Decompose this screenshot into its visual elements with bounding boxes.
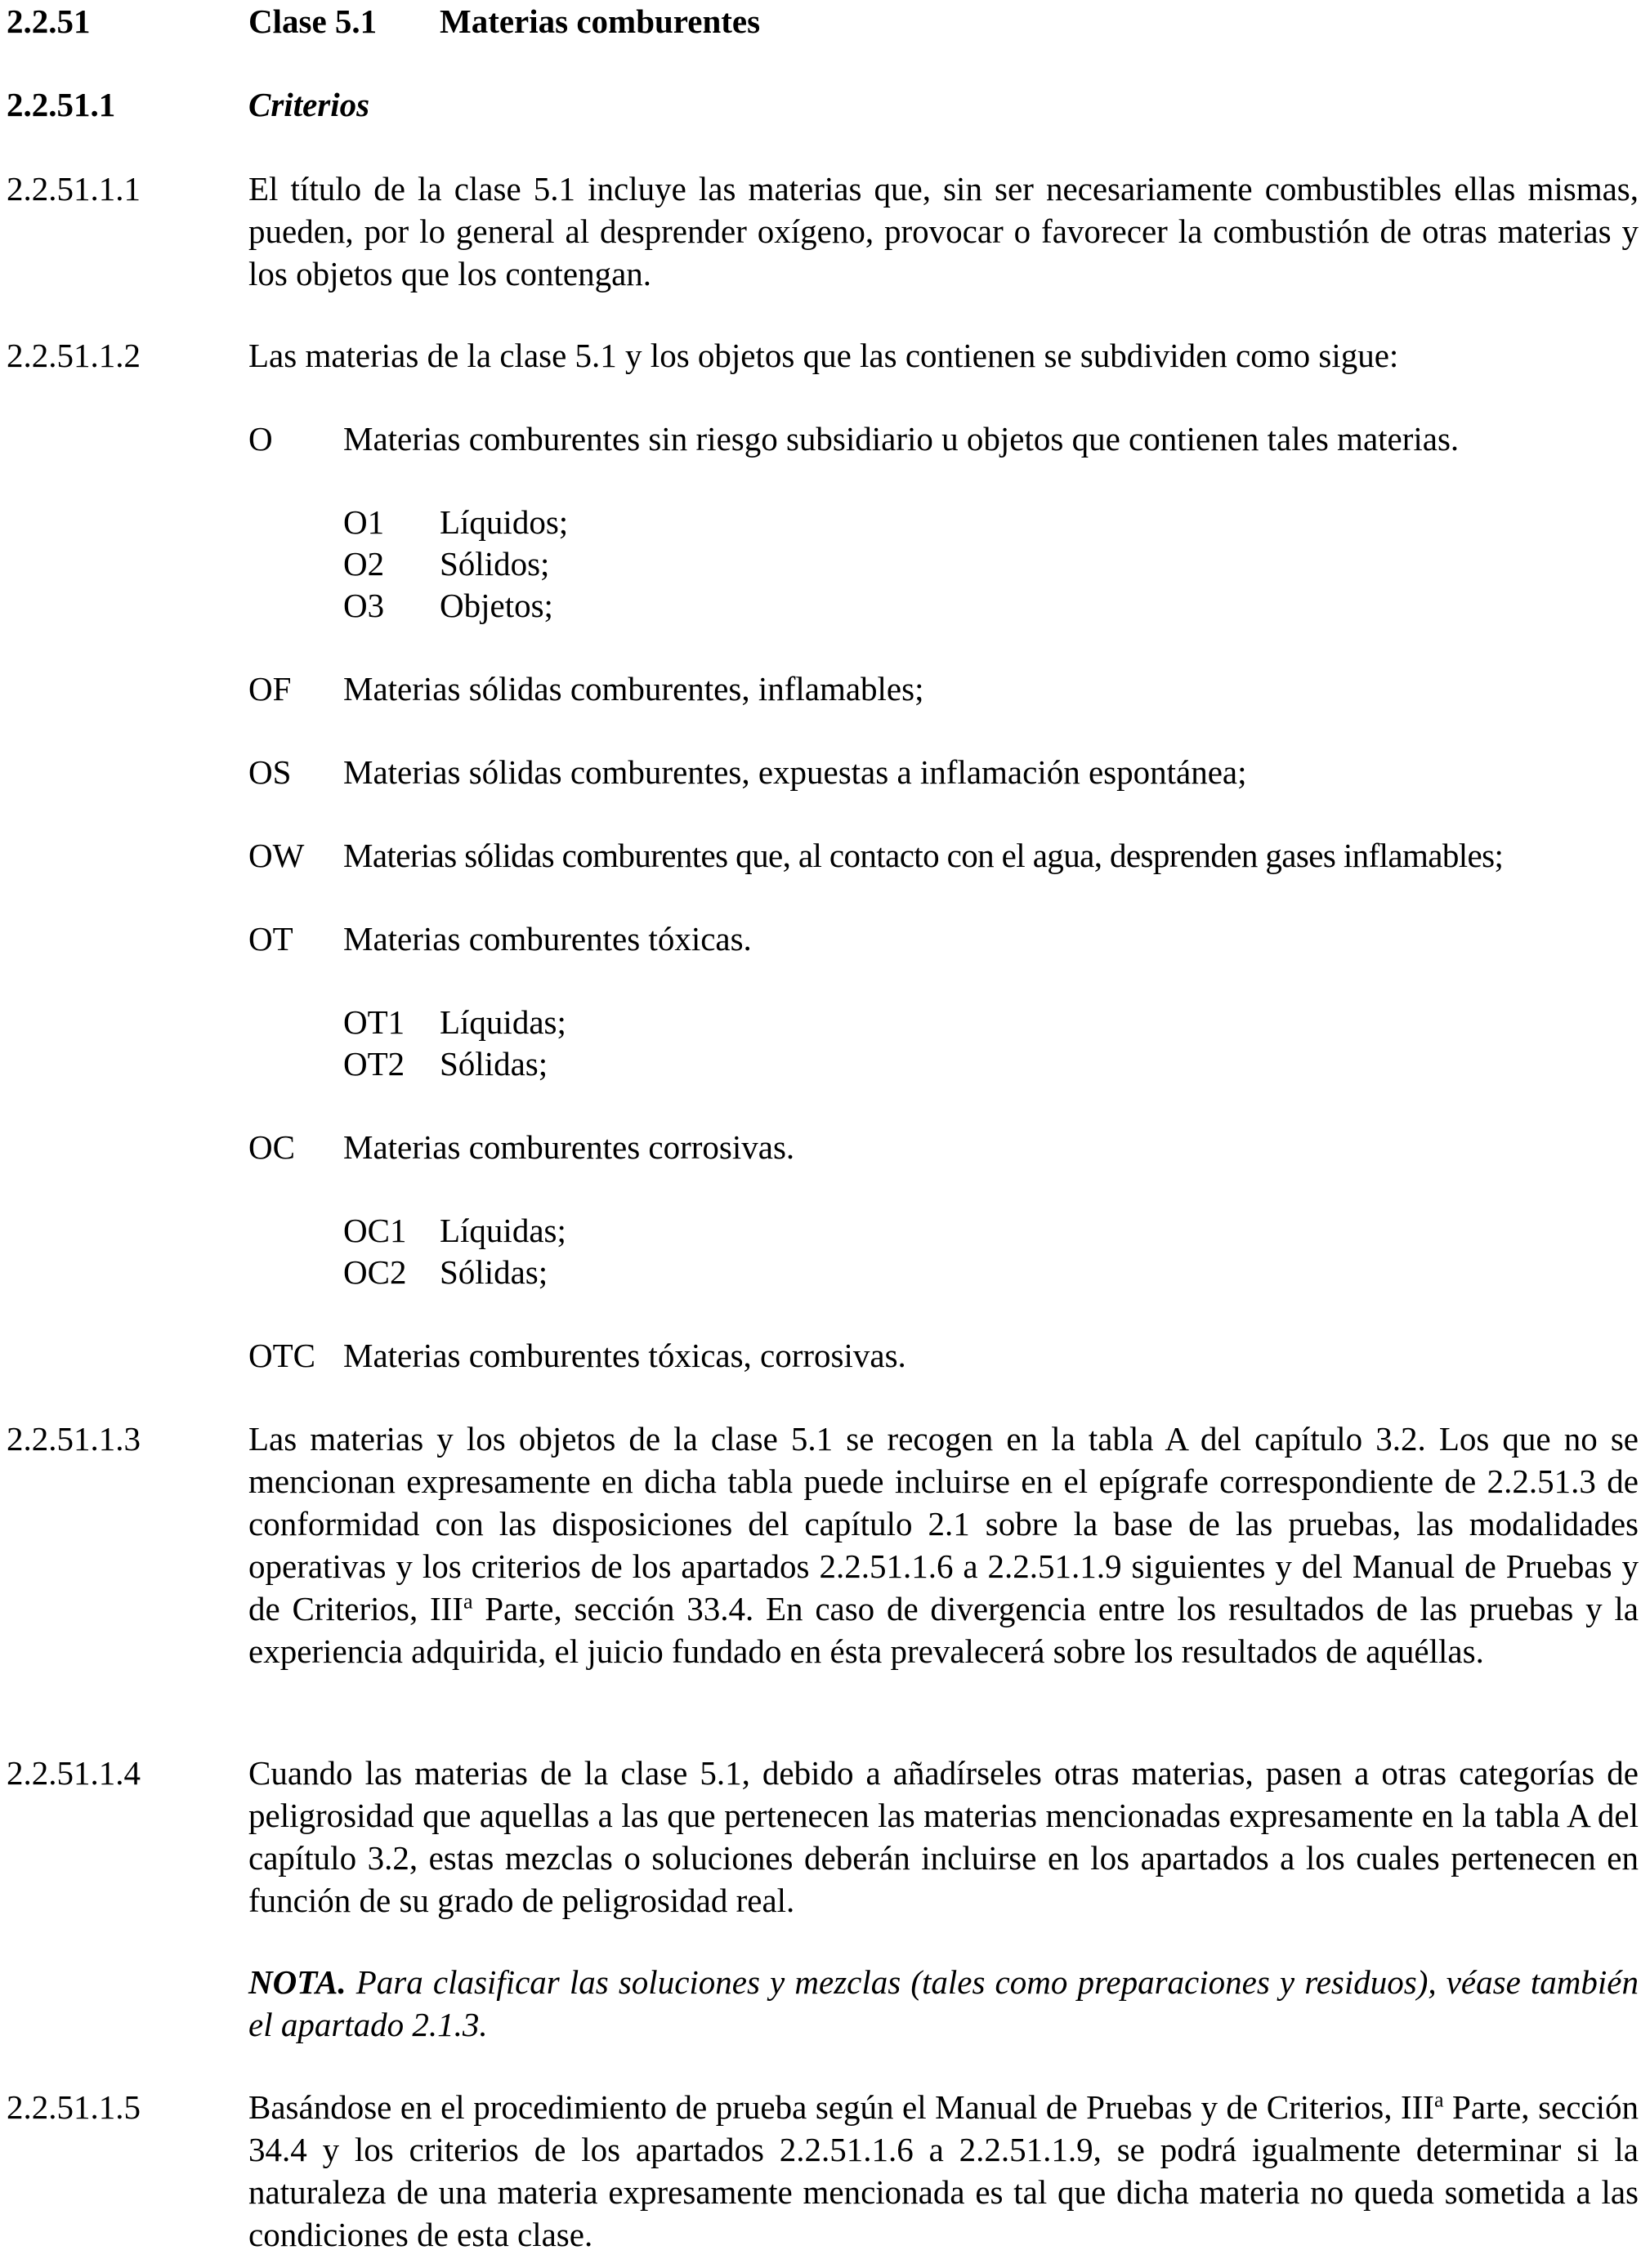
section-number: 2.2.51 — [7, 2, 91, 40]
paragraph-text: Cuando las materias de la clase 5.1, debido a añadírseles otras materias, pasen a otras categorías de peligrosidad que aquellas a las que pertenecen las materias mencionadas expresamente en la tabla A del capítulo 3.2, estas mezclas o soluciones deberán incluirse en los apartados a los cuales pertenecen en función de su grado de peligrosidad real. — [248, 1754, 1639, 1919]
paragraph-text-end: Parte, sección 33.4. En caso de divergencia entre los resultados de las pruebas y la experiencia adquirida, el juicio fundado en ésta prevalecerá sobre los resultados de aquéllas. — [248, 1590, 1639, 1670]
paragraph-text — [248, 1418, 1639, 1672]
sub-code: O2 — [343, 545, 385, 583]
section-title: Materias comburentes — [440, 2, 761, 40]
superscript-a: a — [1433, 2087, 1444, 2112]
class-code: OT — [248, 920, 293, 958]
class-code: OC — [248, 1128, 295, 1166]
paragraph-text-start: Basándose en el procedimiento de prueba según el Manual de Pruebas y de Criterios, III — [248, 2088, 1434, 2126]
sub-description: Sólidos; — [440, 545, 550, 583]
class-description: Materias sólidas comburentes que, al contacto con el agua, desprenden gases inflamables; — [343, 837, 1504, 874]
class-code: OS — [248, 753, 292, 791]
class-code: OW — [248, 837, 305, 874]
note-text — [248, 1961, 1639, 2046]
superscript-a: a — [463, 1589, 473, 1614]
class-description: Materias comburentes sin riesgo subsidiario u objetos que contienen tales materias. — [343, 420, 1460, 458]
sub-code: O1 — [343, 503, 385, 541]
paragraph-text-start: Las materias y los objetos de la clase 5.1 se recogen en la tabla A del capítulo 3.2. Los que no se mencionan expresamente en dicha tabla puede incluirse en el epígrafe correspondiente de 2.2.51.3 de conformidad con las disposiciones del capítulo 2.1 sobre la base de las pruebas, las modalidades operativas y los criterios de los apartados 2.2.51.1.6 a 2.2.51.1.9 siguientes y del Manual de Pruebas y de Criterios, III — [248, 1420, 1639, 1627]
note-label: NOTA. — [248, 1963, 347, 2001]
sub-code: OT2 — [343, 1045, 405, 1083]
sub-code: OC1 — [343, 1212, 407, 1249]
class-code: OTC — [248, 1337, 315, 1374]
sub-description: Objetos; — [440, 587, 553, 624]
subsection-title: Criterios — [248, 86, 370, 123]
note-body: Para clasificar las soluciones y mezclas (tales como preparaciones y residuos), véase también el apartado 2.1.3. — [248, 1963, 1639, 2043]
paragraph-text: El título de la clase 5.1 incluye las materias que, sin ser necesariamente combustibles ellas mismas, pueden, por lo general al desprender oxígeno, provocar o favorecer la combustión de otras materias y los objetos que los contengan. — [248, 170, 1639, 292]
sub-description: Sólidas; — [440, 1253, 548, 1291]
class-code: OF — [248, 670, 292, 708]
class-description: Materias comburentes corrosivas. — [343, 1128, 795, 1166]
paragraph-text: Las materias de la clase 5.1 y los objetos que las contienen se subdividen como sigue: — [248, 337, 1399, 374]
subsection-number: 2.2.51.1 — [7, 86, 116, 123]
sub-code: OT1 — [343, 1003, 405, 1041]
class-description: Materias comburentes tóxicas. — [343, 920, 752, 958]
paragraph-number: 2.2.51.1.2 — [7, 337, 141, 374]
class-description: Materias sólidas comburentes, inflamables; — [343, 670, 924, 708]
class-description: Materias comburentes tóxicas, corrosivas. — [343, 1337, 906, 1374]
sub-description: Líquidos; — [440, 503, 569, 541]
sub-description: Líquidas; — [440, 1212, 566, 1249]
paragraph-number: 2.2.51.1.4 — [7, 1754, 141, 1792]
sub-description: Sólidas; — [440, 1045, 548, 1083]
section-class-label: Clase 5.1 — [248, 2, 378, 40]
sub-description: Líquidas; — [440, 1003, 566, 1041]
paragraph-text — [248, 2086, 1639, 2256]
sub-code: OC2 — [343, 1253, 407, 1291]
paragraph-number: 2.2.51.1.1 — [7, 170, 141, 208]
class-code: O — [248, 420, 273, 458]
paragraph-number: 2.2.51.1.3 — [7, 1420, 141, 1458]
paragraph-text-end: Parte, sección 34.4 y los criterios de los apartados 2.2.51.1.6 a 2.2.51.1.9, se podrá igualmente determinar si la naturaleza de una materia expresamente mencionada es tal que dicha materia no queda sometida a las condiciones de esta clase. — [248, 2088, 1639, 2253]
class-description: Materias sólidas comburentes, expuestas a inflamación espontánea; — [343, 753, 1247, 791]
sub-code: O3 — [343, 587, 385, 624]
paragraph-number: 2.2.51.1.5 — [7, 2088, 141, 2126]
